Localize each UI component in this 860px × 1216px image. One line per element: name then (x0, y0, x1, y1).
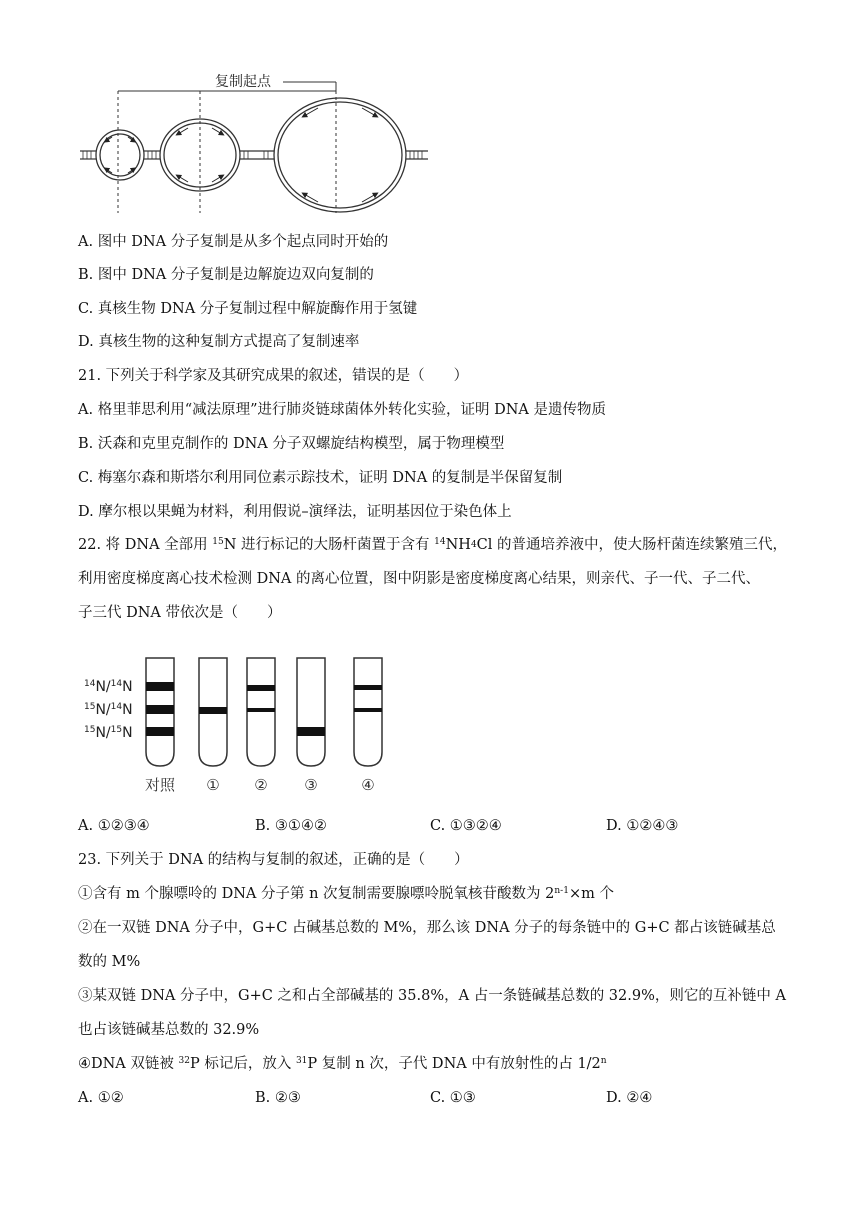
band-tube2-14-14 (247, 685, 275, 691)
band-tube1-15-14 (199, 707, 227, 714)
q23-statement-3-line1: ③某双链 DNA 分子中，G+C 之和占全部碱基的 35.8%，A 占一条链碱基总数的 32.9%，则它的互补链中 A (78, 988, 786, 1004)
q22-stem-line1: 22. 将 DNA 全部用 $^{15}$N 进行标记的大肠杆菌置于含有 $^{14}$NH4Cl 的普通培养液中，使大肠杆菌连续繁殖三代， (78, 537, 788, 553)
q23-option-a: A. ①② (78, 1090, 124, 1106)
band-control-15-15 (146, 727, 174, 736)
band-tube2-15-14 (247, 708, 275, 712)
q23-statement-1: ①含有 m 个腺嘌呤的 DNA 分子第 n 次复制需要腺嘌呤脱氧核苷酸数为 $2^{n-1}\times m$ 个 (78, 886, 614, 902)
replication-origin-label: 复制起点 (215, 74, 271, 90)
label-15n-14n: $^{15}$N/$^{14}$N (84, 702, 133, 718)
caption-3: ③ (304, 776, 318, 794)
caption-1: ① (206, 776, 220, 794)
band-control-15-14 (146, 705, 174, 714)
q23-option-c: C. ①③ (430, 1090, 476, 1106)
q23-option-d: D. ②④ (606, 1090, 653, 1106)
replication-bubbles-diagram (78, 68, 448, 216)
q23-stem: 23. 下列关于 DNA 的结构与复制的叙述，正确的是（ ） (78, 852, 469, 868)
q22-stem-line3: 子三代 DNA 带依次是（ ） (78, 605, 282, 621)
q22-option-d: D. ①②④③ (606, 818, 679, 834)
q22-option-a: A. ①②③④ (78, 818, 150, 834)
q23-statement-2-line2: 数的 M% (78, 954, 141, 970)
q21-stem: 21. 下列关于科学家及其研究成果的叙述，错误的是（ ） (78, 368, 469, 384)
centrifuge-tubes-diagram (84, 652, 404, 802)
q23-statement-3-line2: 也占该链碱基总数的 32.9% (78, 1022, 260, 1038)
q22-option-b: B. ③①④② (255, 818, 327, 834)
label-15n-15n: $^{15}$N/$^{15}$N (84, 725, 133, 741)
caption-control: 对照 (144, 776, 176, 794)
centrifuge-tubes-figure (84, 652, 404, 802)
q23-option-b: B. ②③ (255, 1090, 301, 1106)
q21-option-b: B. 沃森和克里克制作的 DNA 分子双螺旋结构模型，属于物理模型 (78, 436, 505, 452)
caption-4: ④ (361, 776, 375, 794)
q23-statement-2-line1: ②在一双链 DNA 分子中，G+C 占碱基总数的 M%，那么该 DNA 分子的每条链中的 G+C 都占该链碱基总 (78, 920, 776, 936)
label-14n-14n: $^{14}$N/$^{14}$N (84, 679, 133, 695)
q23-statement-4: ④DNA 双链被 $^{32}$P 标记后，放入 $^{31}$P 复制 n 次，子代 DNA 中有放射性的占 1/2$^n$ (78, 1056, 607, 1072)
band-tube4-14-14 (354, 685, 382, 690)
q21-option-d: D. 摩尔根以果蝇为材料，利用假说–演绎法，证明基因位于染色体上 (78, 504, 512, 520)
caption-2: ② (254, 776, 268, 794)
q20-option-c: C. 真核生物 DNA 分子复制过程中解旋酶作用于氢键 (78, 301, 418, 317)
q20-option-a: A. 图中 DNA 分子复制是从多个起点同时开始的 (78, 234, 389, 250)
q21-option-a: A. 格里菲思利用“减法原理”进行肺炎链球菌体外转化实验，证明 DNA 是遗传物质 (78, 402, 607, 418)
q21-option-c: C. 梅塞尔森和斯塔尔利用同位素示踪技术，证明 DNA 的复制是半保留复制 (78, 470, 563, 486)
band-tube3-15-15 (297, 727, 325, 736)
band-control-14-14 (146, 682, 174, 691)
q22-option-c: C. ①③②④ (430, 818, 502, 834)
band-tube4-15-14 (354, 708, 382, 712)
replication-figure (78, 68, 448, 216)
tube-3 (297, 658, 325, 766)
q20-option-d: D. 真核生物的这种复制方式提高了复制速率 (78, 334, 360, 350)
q22-stem-line2: 利用密度梯度离心技术检测 DNA 的离心位置，图中阴影是密度梯度离心结果，则亲代、子一代、子二代、 (78, 571, 760, 587)
q20-option-b: B. 图中 DNA 分子复制是边解旋边双向复制的 (78, 267, 374, 283)
